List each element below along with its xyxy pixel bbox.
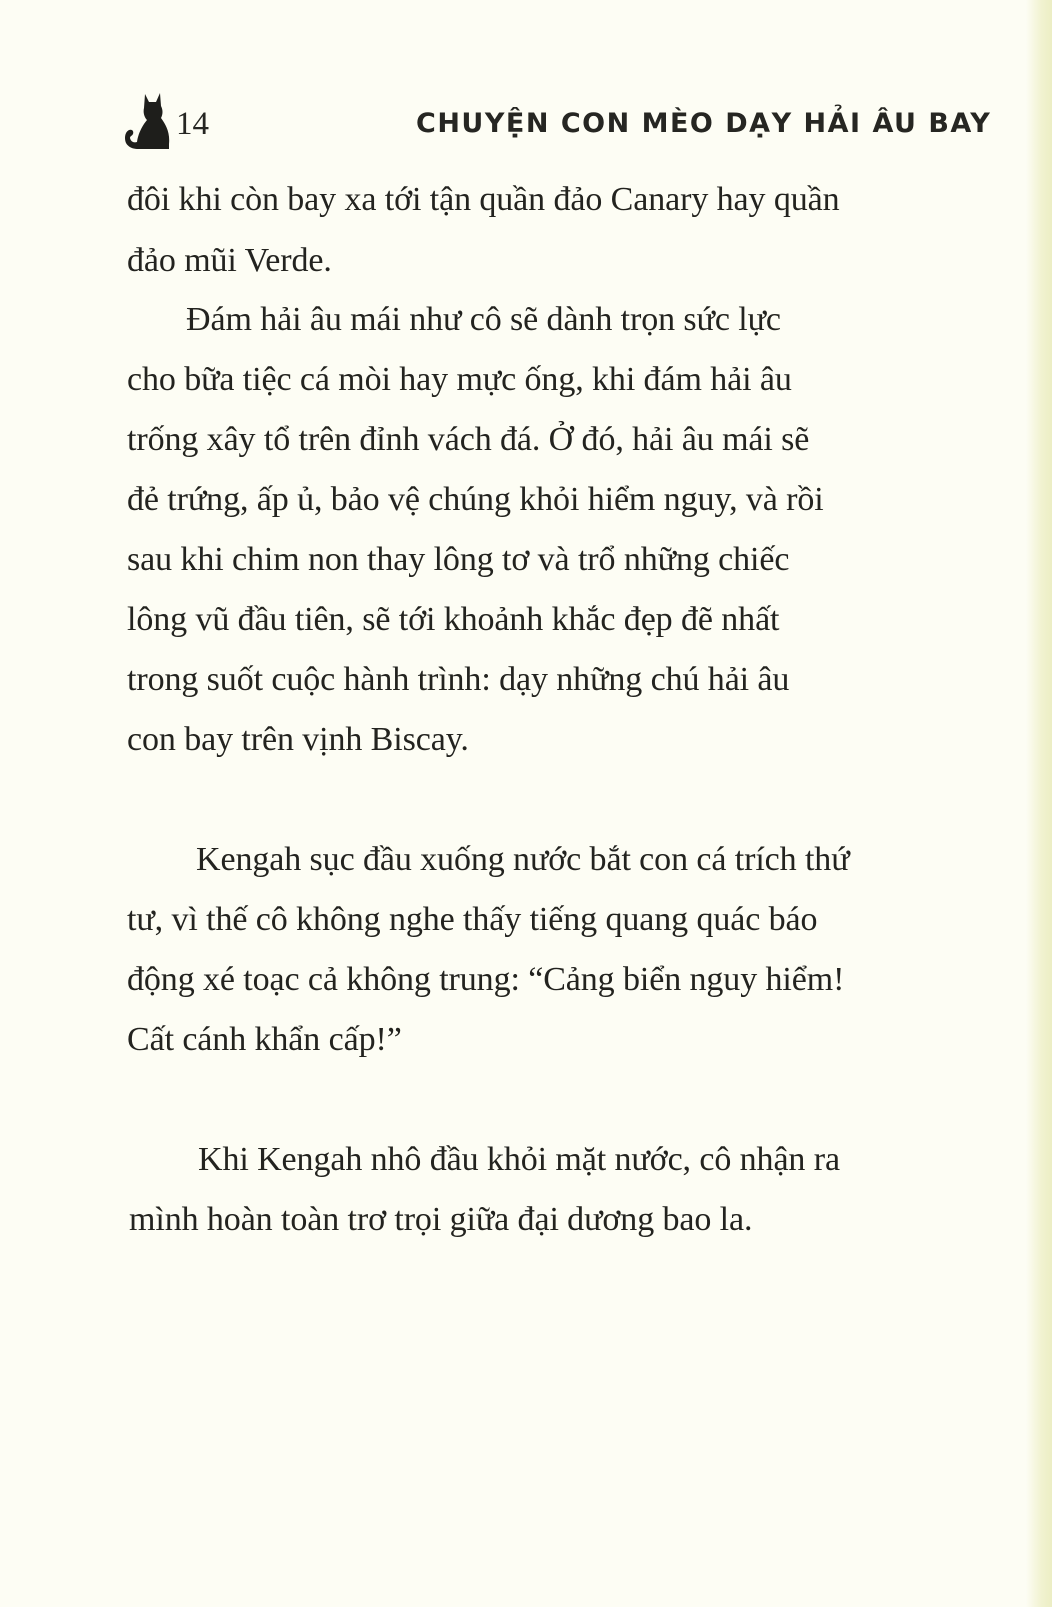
text-line: Cất cánh khẩn cấp!” (127, 1021, 402, 1058)
text-line: con bay trên vịnh Biscay. (127, 721, 469, 758)
text-line: đảo mũi Verde. (127, 242, 332, 279)
text-line: Kengah sục đầu xuống nước bắt con cá trích thứ (196, 841, 850, 878)
text-line: đẻ trứng, ấp ủ, bảo vệ chúng khỏi hiểm nguy, và rồi (127, 481, 824, 518)
text-line: cho bữa tiệc cá mòi hay mực ống, khi đám hải âu (127, 361, 792, 398)
text-line: Khi Kengah nhô đầu khỏi mặt nước, cô nhận ra (198, 1141, 840, 1178)
text-line: động xé toạc cả không trung: “Cảng biển nguy hiểm! (127, 961, 845, 998)
text-line: mình hoàn toàn trơ trọi giữa đại dương bao la. (129, 1201, 753, 1238)
text-line: lông vũ đầu tiên, sẽ tới khoảnh khắc đẹp đẽ nhất (127, 601, 780, 638)
page-header (0, 0, 1052, 160)
page-edge (1026, 0, 1052, 1607)
text-line: trong suốt cuộc hành trình: dạy những chú hải âu (127, 661, 790, 698)
text-line: Đám hải âu mái như cô sẽ dành trọn sức lực (186, 301, 781, 338)
text-line: trống xây tổ trên đỉnh vách đá. Ở đó, hải âu mái sẽ (127, 421, 810, 458)
text-line: đôi khi còn bay xa tới tận quần đảo Canary hay quần (127, 181, 840, 218)
running-title: CHUYỆN CON MÈO DẠY HẢI ÂU BAY (416, 108, 992, 139)
page-number: 14 (176, 106, 209, 142)
cat-silhouette-icon (123, 92, 173, 150)
text-line: tư, vì thế cô không nghe thấy tiếng quang quác báo (127, 901, 818, 938)
text-line: sau khi chim non thay lông tơ và trổ những chiếc (127, 541, 790, 578)
